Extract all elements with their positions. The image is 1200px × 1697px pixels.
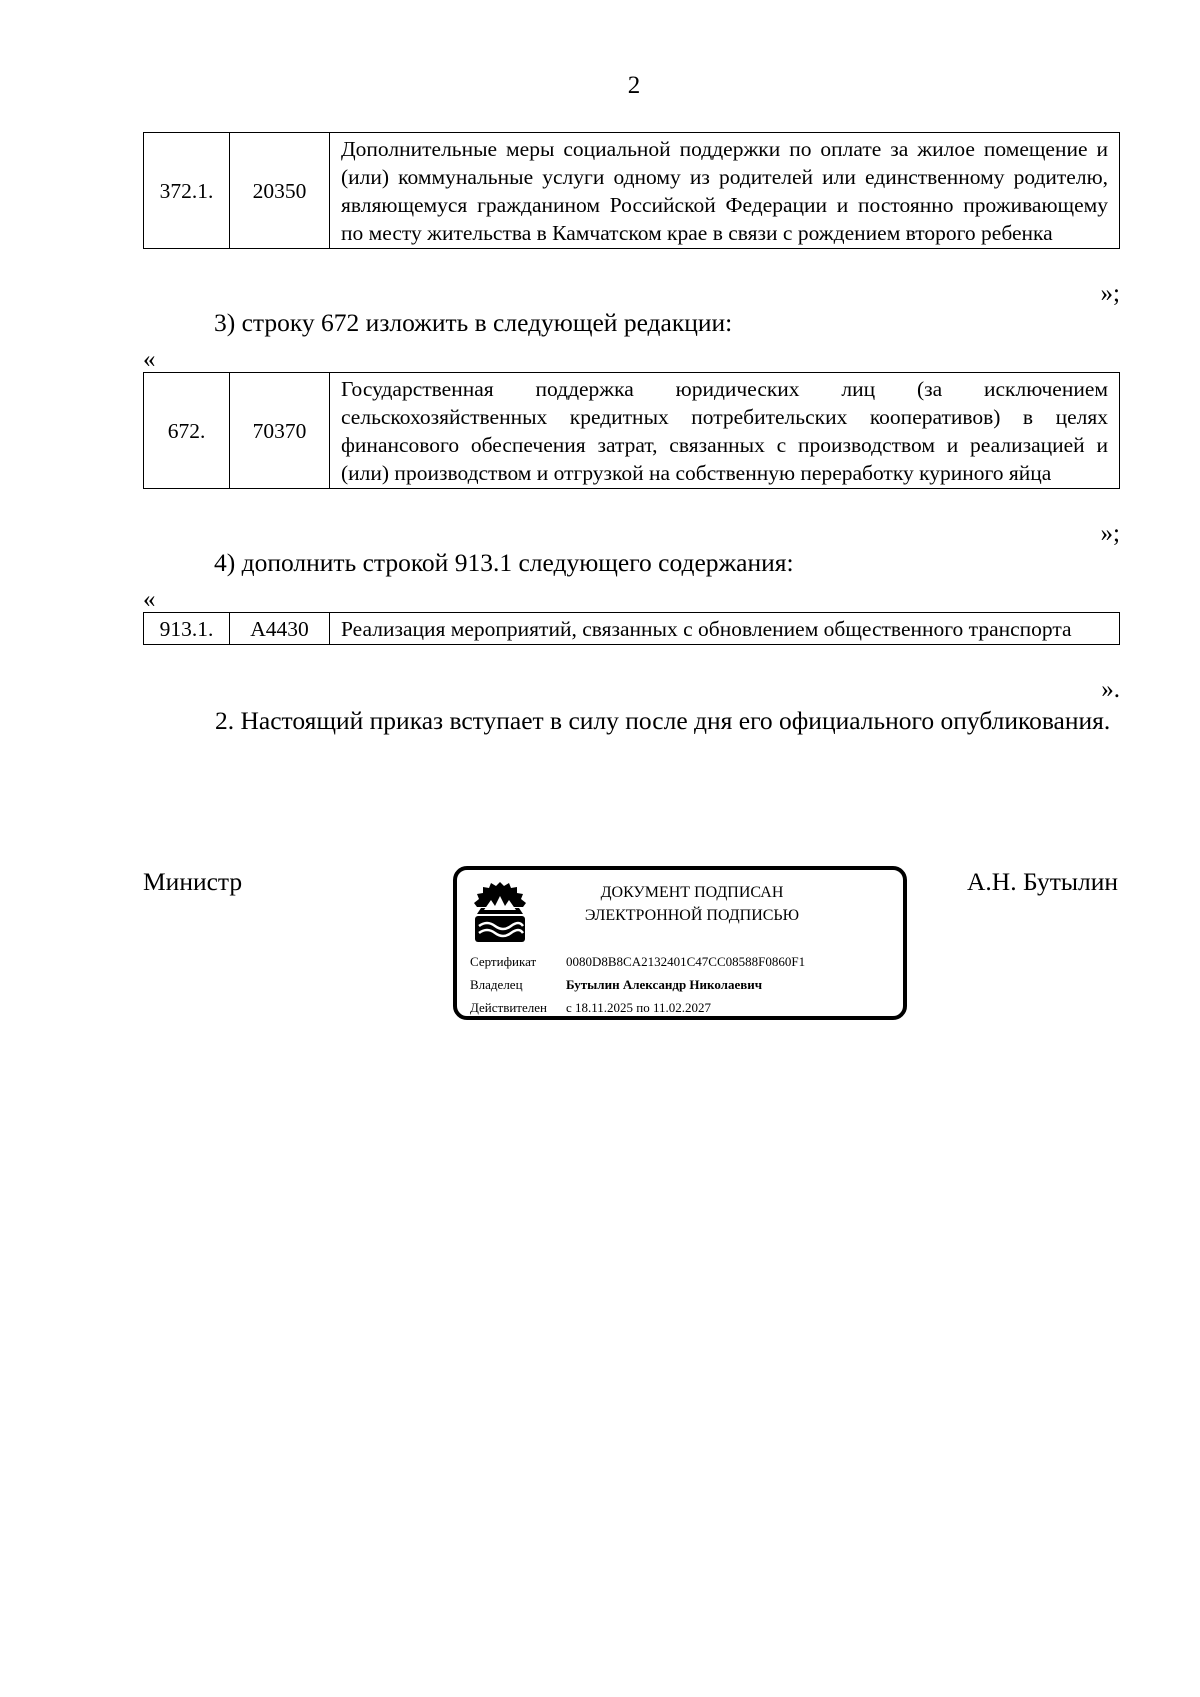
instruction-item-3: 3) строку 672 изложить в следующей редакции:	[214, 308, 733, 337]
row-description: Дополнительные меры социальной поддержки по оплате за жилое помещение и (или) коммунальные услуги одному из родителей или единственному родителю, являющемуся гражданином Российской Федерации и постоянно проживающему по месту жительства в Камчатском крае в связи с рождением второго ребенка	[330, 133, 1120, 249]
row-number: 372.1.	[144, 133, 230, 249]
row-number: 672.	[144, 373, 230, 489]
certificate-row: Сертификат 0080D8B8CA2132401C47CC08588F0860F1	[470, 954, 806, 969]
row-description: Реализация мероприятий, связанных с обновлением общественного транспорта	[330, 613, 1120, 645]
closing-quote: ».	[1101, 676, 1120, 703]
table-row-672	[143, 372, 1120, 489]
signer-title: Министр	[143, 867, 243, 896]
table-row-372	[143, 132, 1120, 249]
stamp-heading: ДОКУМЕНТ ПОДПИСАН ЭЛЕКТРОННОЙ ПОДПИСЬЮ	[584, 884, 800, 924]
table-row-913	[143, 612, 1120, 645]
opening-quote: «	[143, 346, 156, 373]
closing-quote: »;	[1100, 280, 1120, 307]
page-number: 2	[627, 72, 641, 99]
row-code: 70370	[230, 373, 330, 489]
instruction-item-4: 4) дополнить строкой 913.1 следующего содержания:	[214, 548, 794, 577]
electronic-signature-stamp	[453, 866, 907, 1020]
opening-quote: «	[143, 586, 156, 613]
paragraph-2: 2. Настоящий приказ вступает в силу после дня его официального опубликования.	[215, 706, 1111, 735]
row-description: Государственная поддержка юридических лиц (за исключением сельскохозяйственных кредитных потребительских кооперативов) в целях финансового обеспечения затрат, связанных с производством и реализацией и (или) производством и отгрузкой на собственную переработку куриного яйца	[330, 373, 1120, 489]
closing-quote: »;	[1100, 520, 1120, 547]
row-code: А4430	[230, 613, 330, 645]
row-number: 913.1.	[144, 613, 230, 645]
owner-row: Владелец Бутылин Александр Николаевич	[470, 977, 763, 992]
row-code: 20350	[230, 133, 330, 249]
validity-row: Действителен с 18.11.2025 по 11.02.2027	[470, 1000, 712, 1015]
signer-name: А.Н. Бутылин	[966, 867, 1118, 896]
kamchatka-emblem-icon	[471, 880, 529, 944]
